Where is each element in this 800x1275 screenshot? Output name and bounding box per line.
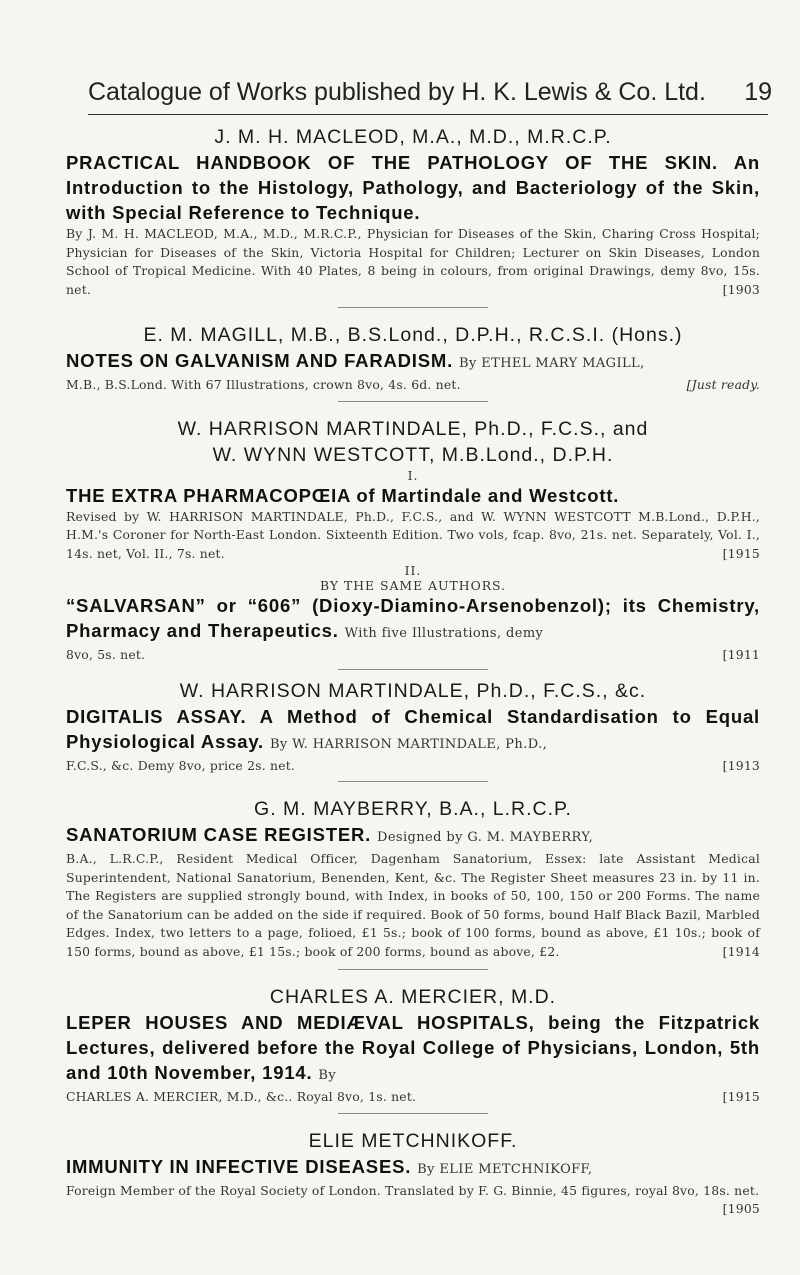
book-description: [66, 376, 760, 395]
book-title-text: “SALVARSAN” or “606” (Dioxy-Diamino-Arsenobenzol); its Chemistry, Pharmacy and Therapeutics.: [66, 595, 760, 641]
description-text: CHARLES A. MERCIER, M.D., &c.. Royal 8vo, 1s. net.: [66, 1089, 417, 1104]
title-byline: By W. HARRISON MARTINDALE, Ph.D.,: [269, 736, 548, 752]
part-label: BY THE SAME AUTHORS.: [319, 578, 507, 593]
catalogue-title: Catalogue of Works published by H. K. Lewis & Co. Ltd.: [88, 78, 706, 106]
entry-macleod: [66, 124, 760, 308]
author-heading: E. M. MAGILL, M.B., B.S.Lond., D.P.H., R.C.S.I. (Hons.): [143, 324, 683, 346]
book-description: [66, 1088, 760, 1107]
book-title: [66, 822, 760, 850]
description-text: B.A., L.R.C.P., Resident Medical Officer, Dagenham Sanatorium, Essex: late Assistant Medical Superintendent, National Sanatorium, Benenden, Kent, &c. The Register Sheet measures 23 in. by 11 in. The Registers are supplied strongly bound, with Index, in books of 50, 100, 150 or 200 Forms. The name of the Sanatorium can be added on the side if required. Book of 50 forms, bound Half Black Bazil, Marbled Edges. Index, two letters to a page, folioed, £1 5s.; book of 100 forms, bound as above, £1 10s.; book of 150 forms, bound as above, £1 15s.; book of 200 forms, bound as above, £2.: [66, 851, 761, 959]
book-description-second: [66, 646, 760, 665]
description-text: 8vo, 5s. net.: [66, 647, 146, 662]
title-byline: By ELIE METCHNIKOFF,: [417, 1161, 593, 1177]
description-text: F.C.S., &c. Demy 8vo, price 2s. net.: [66, 757, 296, 773]
book-description: [66, 225, 760, 299]
book-title-text: IMMUNITY IN INFECTIVE DISEASES.: [66, 1155, 412, 1177]
book-title: [66, 1010, 760, 1088]
publication-date: [Just ready.: [686, 377, 760, 392]
book-title: THE EXTRA PHARMACOPŒIA of Martindale and Westcott.: [66, 484, 620, 506]
book-title: PRACTICAL HANDBOOK OF THE PATHOLOGY OF THE SKIN. An Introduction to the Histology, Pathology, and Bacteriology of the Skin, with Special Reference to Technique.: [66, 152, 760, 223]
book-description: [66, 850, 760, 961]
title-byline: By: [318, 1068, 337, 1083]
book-title: [66, 348, 760, 376]
author-heading: ELIE METCHNIKOFF.: [308, 1129, 518, 1152]
book-description: [66, 508, 760, 564]
publication-date: [1905: [722, 1201, 760, 1216]
description-text: Foreign Member of the Royal Society of London. Translated by F. G. Binnie, 45 figures, royal 8vo, 18s. net.: [66, 1182, 760, 1198]
author-heading-second: W. WYNN WESTCOTT, M.B.Lond., D.P.H.: [212, 443, 614, 466]
book-title-text: SANATORIUM CASE REGISTER.: [66, 824, 372, 845]
publication-date: [1913: [722, 757, 760, 773]
entry-mercier: [66, 984, 760, 1114]
catalogue-content: [66, 124, 760, 1219]
book-description: [66, 1182, 760, 1216]
author-heading: CHARLES A. MERCIER, M.D.: [269, 986, 557, 1008]
description-text: By J. M. H. MACLEOD, M.A., M.D., M.R.C.P., Physician for Diseases of the Skin, Charing Cross Hospital; Physician for Diseases of the Skin, Victoria Hospital for Children; Lecturer on Skin Diseases, London School of Tropical Medicine. With 40 Plates, 8 being in colours, from original Drawings, demy 8vo, 15s. net.: [66, 226, 760, 297]
publication-date: [1915: [722, 1089, 760, 1104]
title-byline: With five Illustrations, demy: [344, 626, 544, 641]
author-heading: J. M. H. MACLEOD, M.A., M.D., M.R.C.P.: [214, 126, 612, 148]
book-title-second: [66, 593, 760, 646]
author-heading: W. HARRISON MARTINDALE, Ph.D., F.C.S., and: [177, 417, 649, 440]
description-text: M.B., B.S.Lond. With 67 Illustrations, crown 8vo, 4s. 6d. net.: [66, 377, 461, 392]
running-head: [88, 78, 772, 107]
part-number: II.: [404, 563, 422, 578]
book-title: [66, 1154, 760, 1182]
title-byline: Designed by G. M. MAYBERRY,: [377, 830, 594, 845]
page-number: 19: [744, 78, 772, 106]
author-heading: G. M. MAYBERRY, B.A., L.R.C.P.: [254, 798, 572, 820]
entry-martindale-digitalis: [66, 678, 760, 783]
author-heading: W. HARRISON MARTINDALE, Ph.D., F.C.S., &c.: [179, 679, 647, 702]
publication-date: [1915: [722, 545, 760, 561]
title-byline: By ETHEL MARY MAGILL,: [459, 356, 645, 371]
entry-mayberry: [66, 796, 760, 970]
publication-date: [1914: [722, 943, 760, 959]
publication-date: [1911: [722, 647, 760, 662]
book-title-text: NOTES ON GALVANISM AND FARADISM.: [66, 350, 454, 371]
header-rule: [88, 114, 768, 115]
book-description: [66, 757, 760, 776]
description-text: Revised by W. HARRISON MARTINDALE, Ph.D., F.C.S., and W. WYNN WESTCOTT M.B.Lond., D.P.H., H.M.'s Coroner for North-East London. Sixteenth Edition. Two vols, fcap. 8vo, 21s. net. Separately, Vol. I., 14s. net, Vol. II., 7s. net.: [66, 508, 760, 561]
book-title-text: LEPER HOUSES AND MEDIÆVAL HOSPITALS, being the Fitzpatrick Lectures, delivered before the Royal College of Physicians, London, 5th and 10th November, 1914.: [66, 1012, 760, 1083]
publication-date: [1903: [722, 281, 760, 297]
entry-metchnikoff: [66, 1128, 760, 1216]
entry-magill: [66, 322, 760, 402]
book-title: [66, 704, 760, 757]
part-number: I.: [407, 467, 419, 483]
book-title-text: DIGITALIS ASSAY. A Method of Chemical Standardisation to Equal Physiological Assay.: [66, 705, 760, 752]
entry-martindale-westcott: [66, 416, 760, 670]
